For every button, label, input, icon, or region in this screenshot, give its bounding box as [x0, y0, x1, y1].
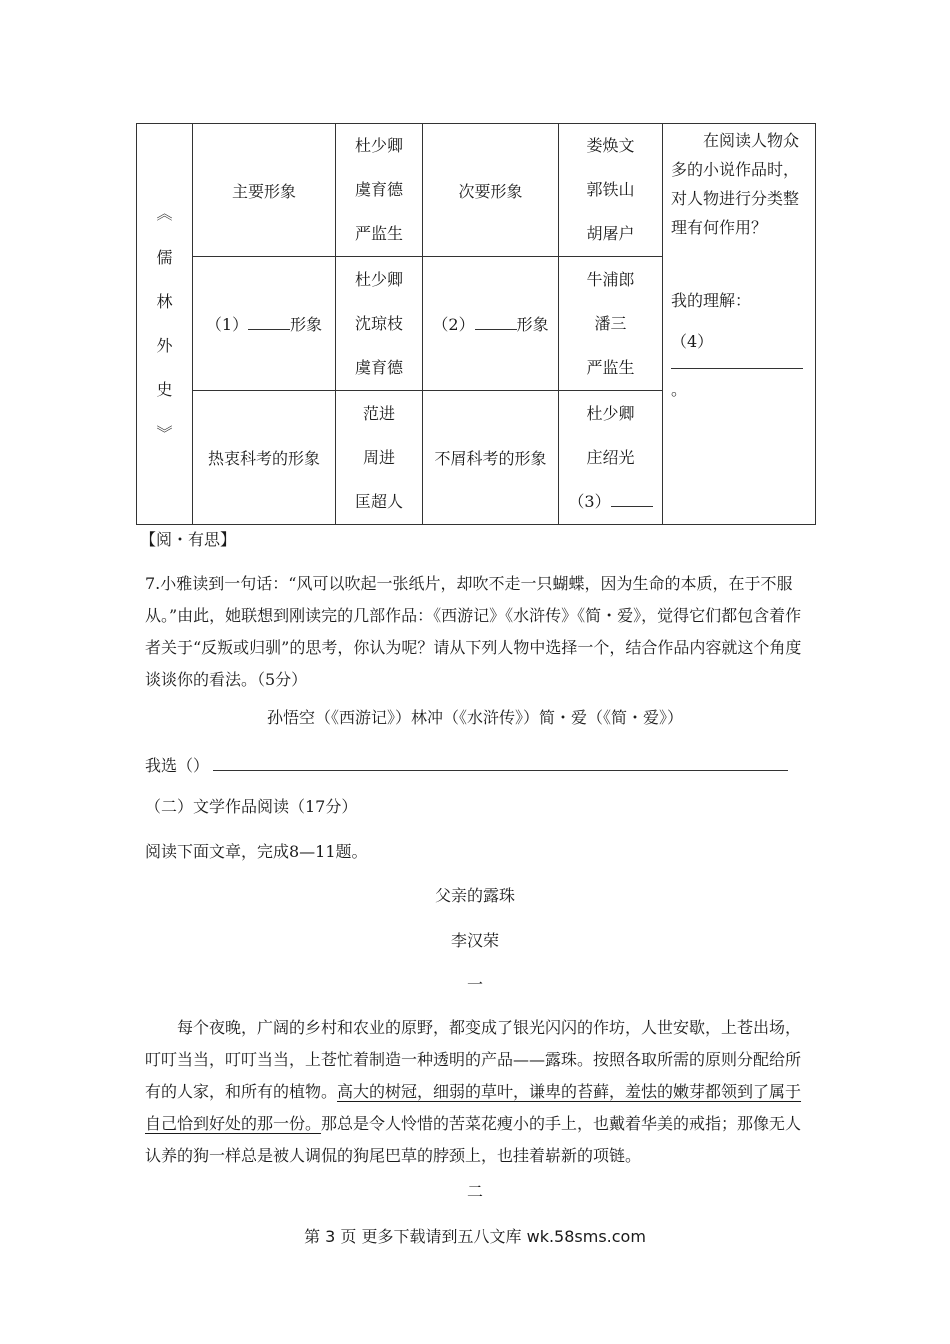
- name-cell: 杜少卿: [354, 136, 403, 155]
- name-cell: 娄焕文: [586, 136, 635, 155]
- part-marker-2: 二: [466, 1182, 483, 1201]
- q7-answer-line[interactable]: [145, 750, 805, 776]
- exam-keen-names: [336, 391, 423, 525]
- note-period: 。: [671, 380, 688, 399]
- blank-line: [475, 313, 517, 330]
- name-cell: 牛浦郎: [586, 269, 635, 289]
- blank-line: [671, 352, 803, 369]
- part-marker-1: 一: [466, 975, 483, 994]
- blank-image-label-2[interactable]: [423, 257, 559, 391]
- title-char: ︾: [156, 424, 173, 443]
- blank-line: [248, 313, 290, 330]
- name-cell: 潘三: [594, 313, 627, 333]
- name-cell: 杜少卿: [354, 269, 403, 289]
- name-cell: 庄绍光: [586, 447, 635, 467]
- blank-prefix: （2）: [432, 315, 475, 334]
- blank-suffix: 形象: [290, 315, 323, 334]
- note-answer-label: 我的理解：: [671, 291, 752, 310]
- name-cell: 周进: [362, 447, 395, 467]
- article-paragraph-1: [145, 1012, 805, 1172]
- exam-keen-label: 热衷科考的形象: [193, 391, 336, 525]
- answer-line: [213, 750, 788, 771]
- note-cell: [663, 124, 816, 525]
- name-cell: 郭铁山: [586, 180, 635, 199]
- choose-label: 我选（）: [145, 756, 210, 775]
- name-cell: 虞育德: [354, 357, 403, 377]
- paragraph-text: 每个夜晚，广阔的乡村和农业的原野，都变成了银光闪闪的作坊，人世安歇，上苍出场，叮叮当当，叮叮当当，上苍忙着制造一种透明的产品——露珠。按照各取所需的原则分配给所有的人家，和所有的植物。: [145, 1018, 802, 1101]
- name-cell: 严监生: [586, 357, 635, 377]
- name-cell: 匡超人: [354, 491, 403, 511]
- secondary-image-names: [559, 124, 663, 257]
- main-image-names: [336, 124, 423, 257]
- book-title-vertical: [137, 124, 193, 525]
- blank-prefix: （3）: [568, 491, 611, 511]
- secondary-image-label: 次要形象: [423, 124, 559, 257]
- character-classification-table: [136, 123, 816, 525]
- blank-prefix: （1）: [205, 315, 249, 334]
- q7-choices: 孙悟空（《西游记》）林冲（《水浒传》）简・爱（《简・爱》）: [266, 708, 683, 727]
- name-cell: 杜少卿: [586, 403, 635, 423]
- title-char: 外: [156, 336, 173, 355]
- article-author: 李汉荣: [450, 931, 499, 950]
- title-char: ︽: [156, 204, 173, 223]
- name-cell: 范进: [362, 403, 395, 423]
- answer-blank-4[interactable]: [671, 329, 805, 373]
- title-char: 林: [156, 292, 173, 311]
- exam-disdain-names: [559, 391, 663, 525]
- note-question: 在阅读人物众多的小说作品时，对人物进行分类整理有何作用？: [671, 131, 800, 237]
- section2-instruction: 阅读下面文章，完成8—11题。: [145, 842, 368, 861]
- name-cell: 沈琼枝: [354, 313, 403, 333]
- name-cell: 虞育德: [354, 180, 403, 199]
- name-cell: 严监生: [354, 224, 403, 243]
- title-char: 儒: [156, 248, 173, 267]
- article-title: 父亲的露珠: [434, 886, 515, 905]
- title-char: 史: [156, 380, 173, 399]
- section2-heading: （二）文学作品阅读（17分）: [145, 797, 358, 816]
- blank-image-names-1: [336, 257, 423, 391]
- section-label: 【阅・有思】: [140, 530, 237, 549]
- exam-disdain-label: 不屑科考的形象: [423, 391, 559, 525]
- page-footer: 第 3 页 更多下载请到五八文库 wk.58sms.com: [304, 1227, 646, 1246]
- question-7: 7.小雅读到一句话：“风可以吹起一张纸片，却吹不走一只蝴蝶，因为生命的本质，在于不服从。”由此，她联想到刚读完的几部作品：《西游记》《水浒传》《简・爱》，觉得它们都包含着作者关于“反叛或归驯”的思考，你认为呢？请从下列人物中选择一个，结合作品内容就这个角度谈谈你的看法。（5分）: [145, 574, 802, 689]
- paragraph-text: 那总是令人怜惜的苦菜花瘦小的手上，也戴着华美的戒指；那像无人认养的狗一样总是被人调侃的狗尾巴草的脖颈上，也挂着崭新的项链。: [145, 1114, 802, 1165]
- underlined-sentence: 高大的树冠，细弱的草叶，谦卑的苔藓，羞怯的嫩芽都领到了属于自己恰到好处的那一份。: [145, 1082, 802, 1133]
- blank-image-names-2: [559, 257, 663, 391]
- blank-suffix: 形象: [516, 315, 549, 334]
- blank-line: [611, 490, 653, 507]
- name-cell: 胡屠户: [586, 224, 635, 243]
- answer-blank-3[interactable]: [559, 480, 662, 524]
- blank-prefix: （4）: [671, 332, 714, 351]
- main-image-label: 主要形象: [193, 124, 336, 257]
- blank-image-label-1[interactable]: [193, 257, 336, 391]
